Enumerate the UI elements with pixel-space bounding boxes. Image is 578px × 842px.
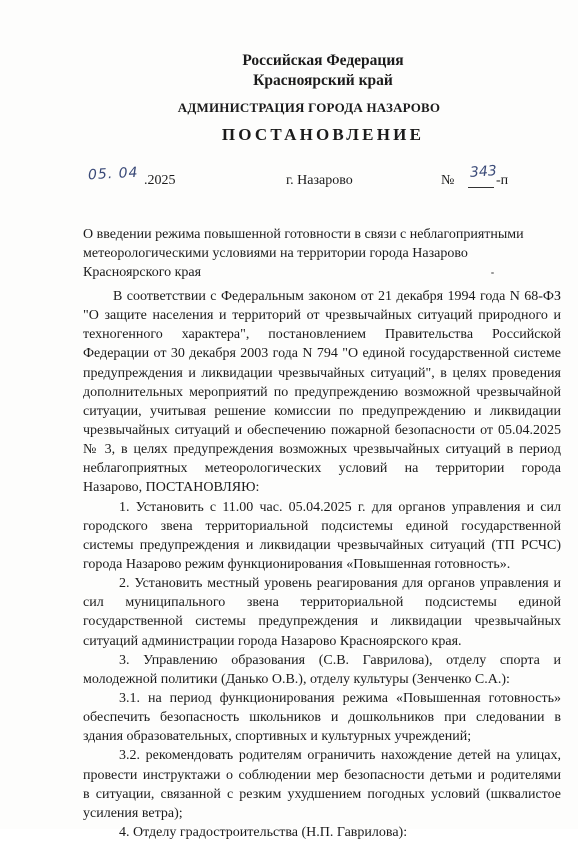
body-line: 2. Установить местный уровень реагирования для органов управления и: [119, 576, 561, 592]
body-line: техногенного характера", постановлением Правительства Российской: [83, 327, 561, 343]
date-year: .2025: [144, 173, 176, 188]
body-line: ситуации, учитывая решение комиссии по предупреждению и ликвидации: [83, 403, 561, 419]
document-type-title: ПОСТАНОВЛЕНИЕ: [221, 125, 425, 144]
body-line: сил муниципального звена территориальной подсистемы единой: [83, 595, 561, 611]
body-line: молодежной политики (Данько О.В.), отделу культуры (Зенченко С.А.):: [83, 671, 510, 687]
body-line: предупреждения и ликвидации чрезвычайных ситуаций", в целях проведения: [83, 365, 561, 381]
body-line: системы предупреждения и ликвидации чрезвычайных ситуаций (ТП РСЧС): [83, 537, 561, 553]
subject-line: О введении режима повышенной готовности в связи с неблагоприятными: [83, 227, 524, 242]
body-line: 4. Отделу градостроительства (Н.П. Гаврилова):: [119, 824, 408, 840]
body-line: неблагоприятных метеорологических условий на территории города: [83, 461, 561, 477]
body-line: здания образовательных, спортивных и культурных учреждений;: [83, 729, 472, 745]
number-suffix: -п: [496, 173, 509, 188]
body-line: 3.1. на период функционирования режима «Повышенная готовность»: [119, 690, 561, 706]
body-line: города Назарово режим функционирования «Повышенная готовность».: [83, 556, 511, 572]
document-body: [83, 287, 561, 842]
number-underline: [468, 187, 494, 188]
body-line: 3. Управлению образования (С.В. Гаврилова), отделу спорта и: [119, 652, 561, 668]
handwritten-date: 05. 04: [87, 164, 139, 184]
handwritten-number: 343: [469, 163, 498, 181]
city-name: г. Назарово: [286, 173, 353, 188]
body-line: Назарово, ПОСТАНОВЛЯЮ:: [83, 480, 260, 496]
document-subject: [83, 225, 553, 282]
body-line: дополнительных мероприятий по предупреждению возможной чрезвычайной: [83, 384, 561, 400]
body-line: "О защите населения и территорий от чрезвычайных ситуаций природного и: [83, 308, 561, 324]
header-region: Красноярский край: [253, 72, 393, 89]
body-line: в ситуации, связанной с резким ухудшением погодных условий (шквалистое: [83, 786, 561, 802]
header-administration: АДМИНИСТРАЦИЯ ГОРОДА НАЗАРОВО: [177, 100, 441, 115]
subject-line: метеорологическими условиями на территории города Назарово: [83, 246, 468, 261]
body-line: В соответствии с Федеральным законом от 21 декабря 1994 года N 68-ФЗ: [113, 289, 561, 304]
body-line: провести инструктажи о соблюдении мер безопасности детьми и родителями: [83, 767, 561, 783]
body-line: Федерации от 30 декабря 2003 года N 794 "О единой государственной системе: [83, 346, 561, 362]
subject-line: Красноярского края: [83, 265, 202, 280]
body-line: городского звена территориальной подсистемы единой государственной: [83, 518, 561, 534]
body-line: ситуаций администрации города Назарово Красноярского края.: [83, 633, 462, 649]
body-line: № 3, в целях предупреждения возможных чрезвычайных ситуаций в период: [83, 442, 561, 458]
body-line: усиления ветра);: [83, 805, 183, 821]
body-line: 1. Установить с 11.00 час. 05.04.2025 г. для органов управления и сил: [119, 499, 561, 515]
body-line: 3.2. рекомендовать родителям ограничить нахождение детей на улицах,: [119, 748, 561, 764]
number-prefix: №: [441, 173, 455, 188]
body-line: обеспечить безопасность школьников и дошкольников при следовании в: [83, 710, 561, 726]
scan-speck: [491, 272, 494, 274]
body-line: чрезвычайных ситуаций и обеспечению пожарной безопасности от 05.04.2025: [83, 422, 561, 438]
body-line: государственной системы предупреждения и ликвидации чрезвычайных: [83, 614, 561, 630]
header-country: Российская Федерация: [242, 52, 404, 69]
